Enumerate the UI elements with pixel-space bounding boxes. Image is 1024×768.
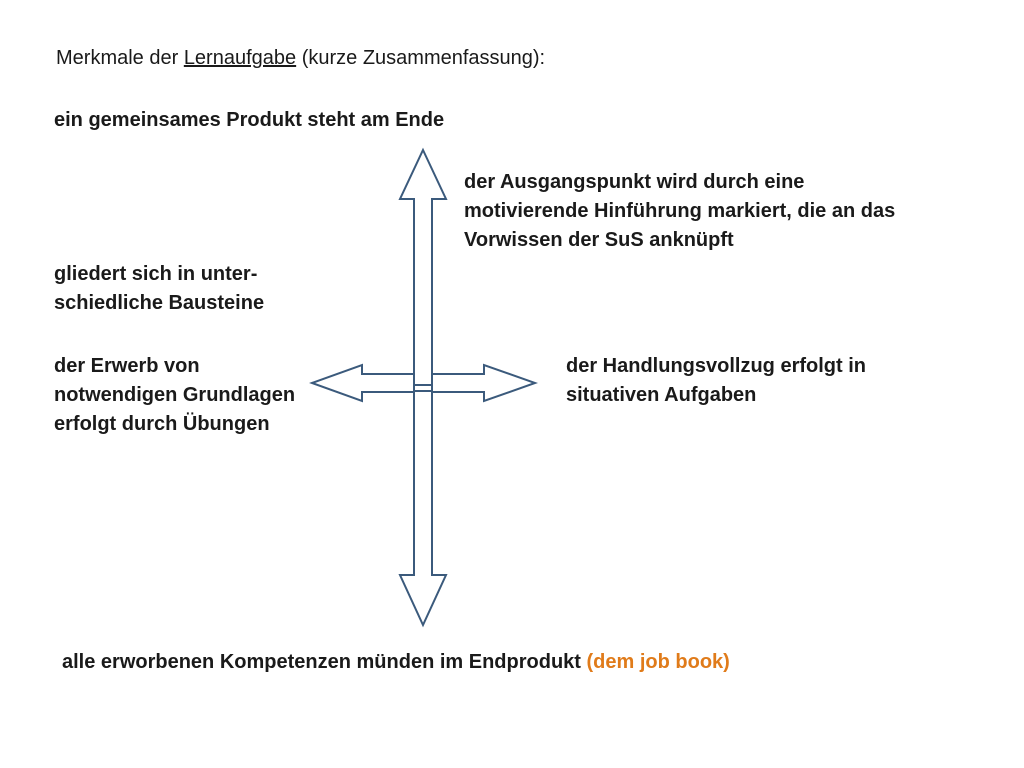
- arrow-right: [432, 365, 535, 401]
- title-underlined: Lernaufgabe: [183, 47, 297, 69]
- bottom-label: [62, 648, 730, 677]
- east-label: [566, 352, 866, 410]
- north-east-line-3: Vorwissen der SuS anknüpft: [464, 229, 734, 251]
- west-2-line-2: notwendigen Grundlagen: [54, 384, 296, 406]
- west-1-line-1: gliedert sich in unter-: [54, 263, 258, 285]
- bottom-label-highlight: (dem job book): [586, 651, 730, 673]
- arrow-down: [400, 391, 446, 625]
- title-prefix: Merkmale der: [56, 47, 184, 69]
- bottom-label-main: alle erworbenen Kompetenzen münden im Endprodukt: [62, 651, 587, 673]
- north-east-label: [464, 168, 895, 255]
- title-suffix: (kurze Zusammenfassung):: [296, 47, 546, 69]
- west-1-line-2: schiedliche Bausteine: [54, 292, 265, 314]
- east-line-2: situativen Aufgaben: [566, 384, 757, 406]
- north-east-line-2: motivierende Hinführung markiert, die an das: [464, 200, 896, 222]
- west-2-line-3: erfolgt durch Übungen: [54, 413, 270, 435]
- west-2-line-1: der Erwerb von: [54, 355, 200, 377]
- top-label: ein gemeinsames Produkt steht am Ende: [54, 109, 445, 131]
- arrow-left: [312, 365, 414, 401]
- west-label-1: [54, 260, 264, 318]
- west-label-2: [54, 352, 295, 439]
- north-east-line-1: der Ausgangspunkt wird durch eine: [464, 171, 805, 193]
- page-title: [56, 44, 545, 73]
- arrow-up: [400, 150, 446, 385]
- east-line-1: der Handlungsvollzug erfolgt in: [566, 355, 866, 377]
